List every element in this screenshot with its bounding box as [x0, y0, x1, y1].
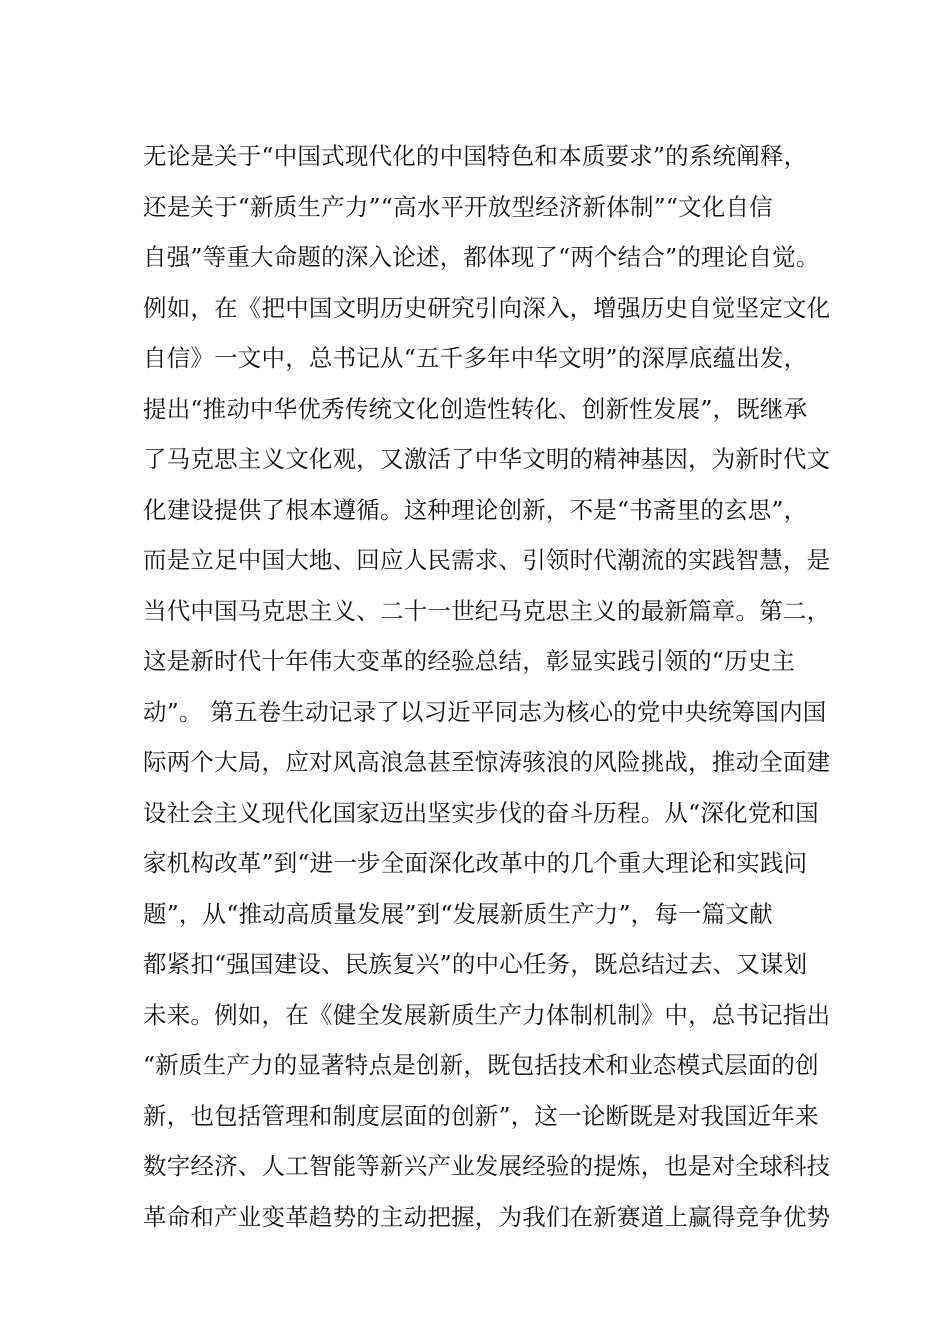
text-line: “新质生产力的显著特点是创新，既包括技术和业态模式层面的创	[143, 1051, 819, 1079]
text-line: 未来。例如，在《健全发展新质生产力体制机制》中，总书记指出	[143, 1000, 831, 1029]
text-line: 革命和产业变革趋势的主动把握，为我们在新赛道上赢得竞争优势	[143, 1202, 831, 1231]
text-line: 自信》一文中，总书记从“五千多年中华文明”的深厚底蕴出发，	[143, 344, 808, 372]
text-line: 无论是关于“中国式现代化的中国特色和本质要求”的系统阐释，	[143, 142, 808, 170]
text-line: 当代中国马克思主义、二十一世纪马克思主义的最新篇章。第二，	[143, 596, 831, 625]
text-line: 还是关于“新质生产力”“高水平开放型经济新体制”“文化自信	[143, 192, 773, 221]
text-line: 题”，从“推动高质量发展”到“发展新质生产力”，每一篇文献	[143, 899, 773, 928]
text-line: 例如，在《把中国文明历史研究引向深入，增强历史自觉坚定文化	[143, 293, 831, 322]
text-line: 都紧扣“强国建设、民族复兴”的中心任务，既总结过去、又谋划	[143, 950, 808, 978]
text-line: 自强”等重大命题的深入论述，都体现了“两个结合”的理论自觉。	[143, 243, 820, 271]
body-text	[143, 131, 943, 1242]
text-line: 而是立足中国大地、回应人民需求、引领时代潮流的实践智慧，是	[143, 546, 831, 574]
text-line: 动”。 第五卷生动记录了以习近平同志为核心的党中央统筹国内国	[143, 697, 827, 726]
text-line: 这是新时代十年伟大变革的经验总结，彰显实践引领的“历史主	[143, 647, 796, 675]
text-line: 设社会主义现代化国家迈出坚实步伐的奋斗历程。从“深化党和国	[143, 798, 819, 827]
text-line: 数字经济、人工智能等新兴产业发展经验的提炼，也是对全球科技	[143, 1152, 831, 1180]
text-line: 际两个大局，应对风高浪急甚至惊涛骇浪的风险挑战，推动全面建	[143, 748, 831, 776]
text-line: 了马克思主义文化观，又激活了中华文明的精神基因，为新时代文	[143, 445, 831, 473]
text-line: 化建设提供了根本遵循。这种理论创新，不是“书斋里的玄思”，	[143, 495, 808, 524]
text-line: 新，也包括管理和制度层面的创新”，这一论断既是对我国近年来	[143, 1101, 819, 1130]
text-line: 家机构改革”到“进一步全面深化改革中的几个重大理论和实践问	[143, 849, 808, 877]
text-line: 提出“推动中华优秀传统文化创造性转化、创新性发展”，既继承	[143, 394, 808, 423]
